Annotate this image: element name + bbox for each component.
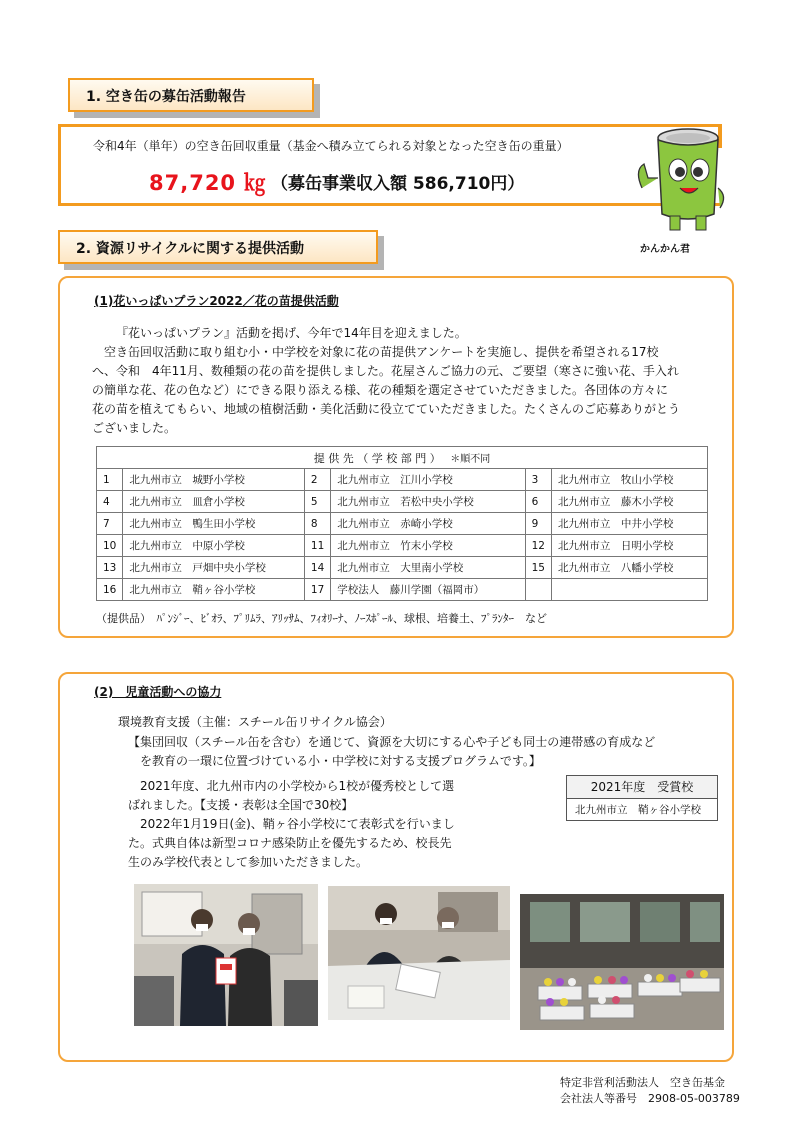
school-name: 北九州市立 鞘ヶ谷小学校 [123,579,305,601]
table-row [97,491,708,513]
program-description [128,733,655,771]
award-box [566,775,718,821]
school-name: 北九州市立 八幡小学校 [551,557,707,579]
school-number: 15 [525,557,551,579]
school-name [551,579,707,601]
school-number: 14 [304,557,330,579]
school-number: 3 [525,469,551,491]
paragraph-line: ございました。 [92,421,177,435]
table-row [97,513,708,535]
flower-planters-photo [520,894,724,1030]
table-row [97,557,708,579]
footer-registration: 会社法人等番号 2908-05-003789 [560,1092,740,1105]
table-title: 提 供 先 （ 学 校 部 門 ） ＊順不同 [97,447,708,469]
body-line: 生のみ学校代表として参加いただきました。 [128,855,369,869]
body-line: 2021年度、北九州市内の小学校から1校が優秀校として選 [128,779,455,793]
school-name: 北九州市立 牧山小学校 [551,469,707,491]
award-school: 北九州市立 鞘ヶ谷小学校 [575,804,701,816]
school-name: 北九州市立 江川小学校 [331,469,525,491]
program-line: 【集団回収（スチール缶を含む）を通じて、資源を大切にする心や子ども同士の連帯感の育成など [128,735,656,749]
supplied-items-note: （提供品） ﾊﾟﾝｼﾞｰ、ﾋﾞｵﾗ、ﾌﾟﾘﾑﾗ、ｱﾘｯｻﾑ、ﾌｨｵﾘｰﾅ、ﾉｰｽﾎﾟｰﾙ、球根、培養土、ﾌﾟﾗﾝﾀｰ など [96,612,547,625]
school-name: 北九州市立 若松中央小学校 [331,491,525,513]
paragraph-line: の簡単な花、花の色など）にできる限り添える様、花の種類を選定させていただきました。各団体の方々に [92,383,669,397]
environmental-support-line: 環境教育支援（主催：スチール缶リサイクル協会） [118,715,392,729]
school-name: 北九州市立 皿倉小学校 [123,491,305,513]
school-number: 11 [304,535,330,557]
children-activity-title: (2) 児童活動への協力 [94,685,222,699]
section2-heading: 2. 資源リサイクルに関する提供活動 [58,230,378,264]
school-number: 8 [304,513,330,535]
section1-heading: 1. 空き缶の募缶活動報告 [68,78,314,112]
school-number: 10 [97,535,123,557]
paragraph-line: 『花いっぱいプラン』活動を掲げ、今年で14年目を迎えました。 [116,326,467,340]
school-name: 北九州市立 大里南小学校 [331,557,525,579]
school-name: 北九州市立 竹末小学校 [331,535,525,557]
paragraph-line: 花の苗を植えてもらい、地域の植樹活動・美化活動に役立てていただきました。たくさんのご応募ありがとう [92,402,681,416]
mascot-name: かんかん君 [640,244,690,255]
school-name: 北九州市立 鴨生田小学校 [123,513,305,535]
school-number: 4 [97,491,123,513]
school-name: 北九州市立 赤崎小学校 [331,513,525,535]
school-number [525,579,551,601]
school-number: 13 [97,557,123,579]
collection-subtitle: 令和4年（単年）の空き缶回収重量（基金へ積み立てられる対象となった空き缶の重量） [93,139,569,153]
flower-plan-title: (1)花いっぱいプラン2022／花の苗提供活動 [94,294,339,308]
school-number: 12 [525,535,551,557]
school-name: 北九州市立 中原小学校 [123,535,305,557]
school-name: 北九州市立 中井小学校 [551,513,707,535]
footer-organization: 特定非営利活動法人 空き缶基金 [560,1076,725,1089]
school-name: 北九州市立 城野小学校 [123,469,305,491]
award-body-text [128,777,455,872]
school-number: 5 [304,491,330,513]
collection-summary-box [58,124,722,206]
table-row [97,535,708,557]
program-line: を教育の一環に位置づけている小・中学校に対する支援プログラムです。】 [140,754,541,768]
table-row [97,579,708,601]
school-name: 北九州市立 藤木小学校 [551,491,707,513]
body-line: 2022年1月19日(金)、鞘ヶ谷小学校にて表彰式を行いまし [128,817,455,831]
school-number: 17 [304,579,330,601]
school-number: 1 [97,469,123,491]
mascot-can-icon [630,118,730,236]
body-line: た。式典自体は新型コロナ感染防止を優先するため、校長先 [128,836,452,850]
school-number: 9 [525,513,551,535]
paragraph-line: へ、令和 4年11月、数種類の花の苗を提供しました。花屋さんご協力の元、ご要望（寒さに強い花、手入れ [92,364,679,378]
school-number: 6 [525,491,551,513]
school-number: 16 [97,579,123,601]
school-name: 学校法人 藤川学園（福岡市） [331,579,525,601]
award-header: 2021年度 受賞校 [567,776,717,799]
collection-weight: 87,720 ㎏ [149,171,267,195]
table-row [97,469,708,491]
school-number: 2 [304,469,330,491]
school-name: 北九州市立 日明小学校 [551,535,707,557]
body-line: ばれました。【支援・表彰は全国で30校】 [128,798,354,812]
school-number: 7 [97,513,123,535]
flower-plan-paragraph [92,324,732,438]
school-name: 北九州市立 戸畑中央小学校 [123,557,305,579]
meeting-photo [328,886,510,1020]
recipient-schools-table [96,446,708,601]
paragraph-line: 空き缶回収活動に取り組む小・中学校を対象に花の苗提供アンケートを実施し、提供を希望される17校 [104,345,659,359]
ceremony-photo [134,884,318,1026]
collection-revenue: （募缶事業収入額 586,710円） [271,174,525,194]
